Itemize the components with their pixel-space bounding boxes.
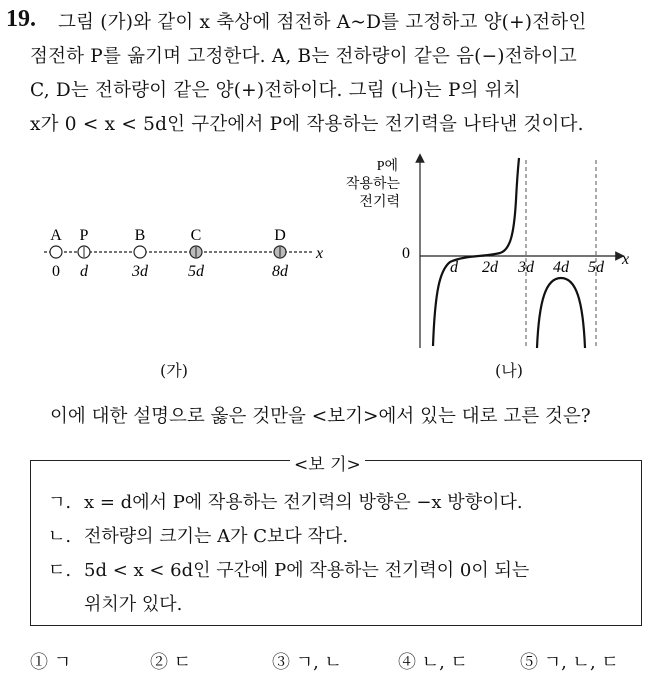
bogi-item-2: 전하량의 크기는 A가 C보다 작다. — [84, 526, 349, 547]
xtick-4d: 4d — [553, 259, 569, 276]
charge-label-p: P — [79, 227, 89, 244]
ylabel-line-2: 작용하는 — [345, 177, 400, 192]
caption-na: (나) — [495, 361, 523, 380]
origin-label: 0 — [402, 245, 410, 262]
bogi-marker-1: ㄱ. — [48, 492, 72, 513]
force-curve-3d-5d — [537, 278, 585, 348]
question-line-4: x가 0 < x < 5d인 구간에서 P에 작용하는 전기력을 나타낸 것이다. — [30, 114, 584, 135]
pos-label-a: 0 — [52, 263, 60, 280]
bogi-item-1: x = d에서 P에 작용하는 전기력의 방향은 −x 방향이다. — [84, 492, 523, 513]
bogi-item-3: 5d < x < 6d인 구간에 P에 작용하는 전기력이 0이 되는 — [84, 560, 530, 581]
pos-label-d: 8d — [272, 263, 288, 280]
pos-label-p: d — [80, 263, 88, 280]
force-curve-0-3d — [433, 158, 519, 346]
question-number: 19. — [6, 6, 36, 32]
caption-ga: (가) — [160, 361, 188, 380]
xtick-2d: 2d — [482, 259, 498, 276]
charge-label-a: A — [50, 227, 62, 244]
charge-b — [134, 246, 146, 258]
figure-na — [340, 150, 640, 355]
bogi-item-3-cont: 위치가 있다. — [84, 594, 183, 615]
bogi-title: <보 기> — [290, 450, 365, 475]
xtick-5d: 5d — [588, 259, 604, 276]
charge-label-c: C — [190, 227, 202, 244]
option-4[interactable]: ④ ㄴ, ㄷ — [398, 652, 468, 673]
bogi-marker-3: ㄷ. — [48, 560, 72, 581]
bogi-marker-2: ㄴ. — [48, 526, 72, 547]
charge-label-b: B — [134, 227, 146, 244]
figure-ga — [30, 220, 330, 290]
question-prompt: 이에 대한 설명으로 옳은 것만을 <보기>에서 있는 대로 고른 것은? — [50, 406, 591, 427]
question-line-2: 점전하 P를 옮기며 고정한다. A, B는 전하량이 같은 음(−)전하이고 — [30, 46, 577, 67]
charge-a — [50, 246, 62, 258]
axis-x-label: x — [316, 245, 324, 262]
question-line-3: C, D는 전하량이 같은 양(+)전하이다. 그림 (나)는 P의 위치 — [30, 80, 521, 101]
charge-label-d: D — [274, 227, 286, 244]
pos-label-b: 3d — [132, 263, 148, 280]
question-line-1: 그림 (가)와 같이 x 축상에 점전하 A~D를 고정하고 양(+)전하인 — [58, 12, 587, 33]
pos-label-c: 5d — [188, 263, 204, 280]
xaxis-label: x — [622, 251, 630, 268]
option-3[interactable]: ③ ㄱ, ㄴ — [272, 652, 342, 673]
ylabel-line-1: P에 — [376, 159, 398, 174]
option-1[interactable]: ① ㄱ — [30, 652, 72, 673]
option-2[interactable]: ② ㄷ — [150, 652, 192, 673]
option-5[interactable]: ⑤ ㄱ, ㄴ, ㄷ — [520, 652, 619, 673]
xtick-d: d — [450, 259, 458, 276]
ylabel-line-3: 전기력 — [359, 195, 400, 210]
xtick-3d: 3d — [518, 259, 534, 276]
